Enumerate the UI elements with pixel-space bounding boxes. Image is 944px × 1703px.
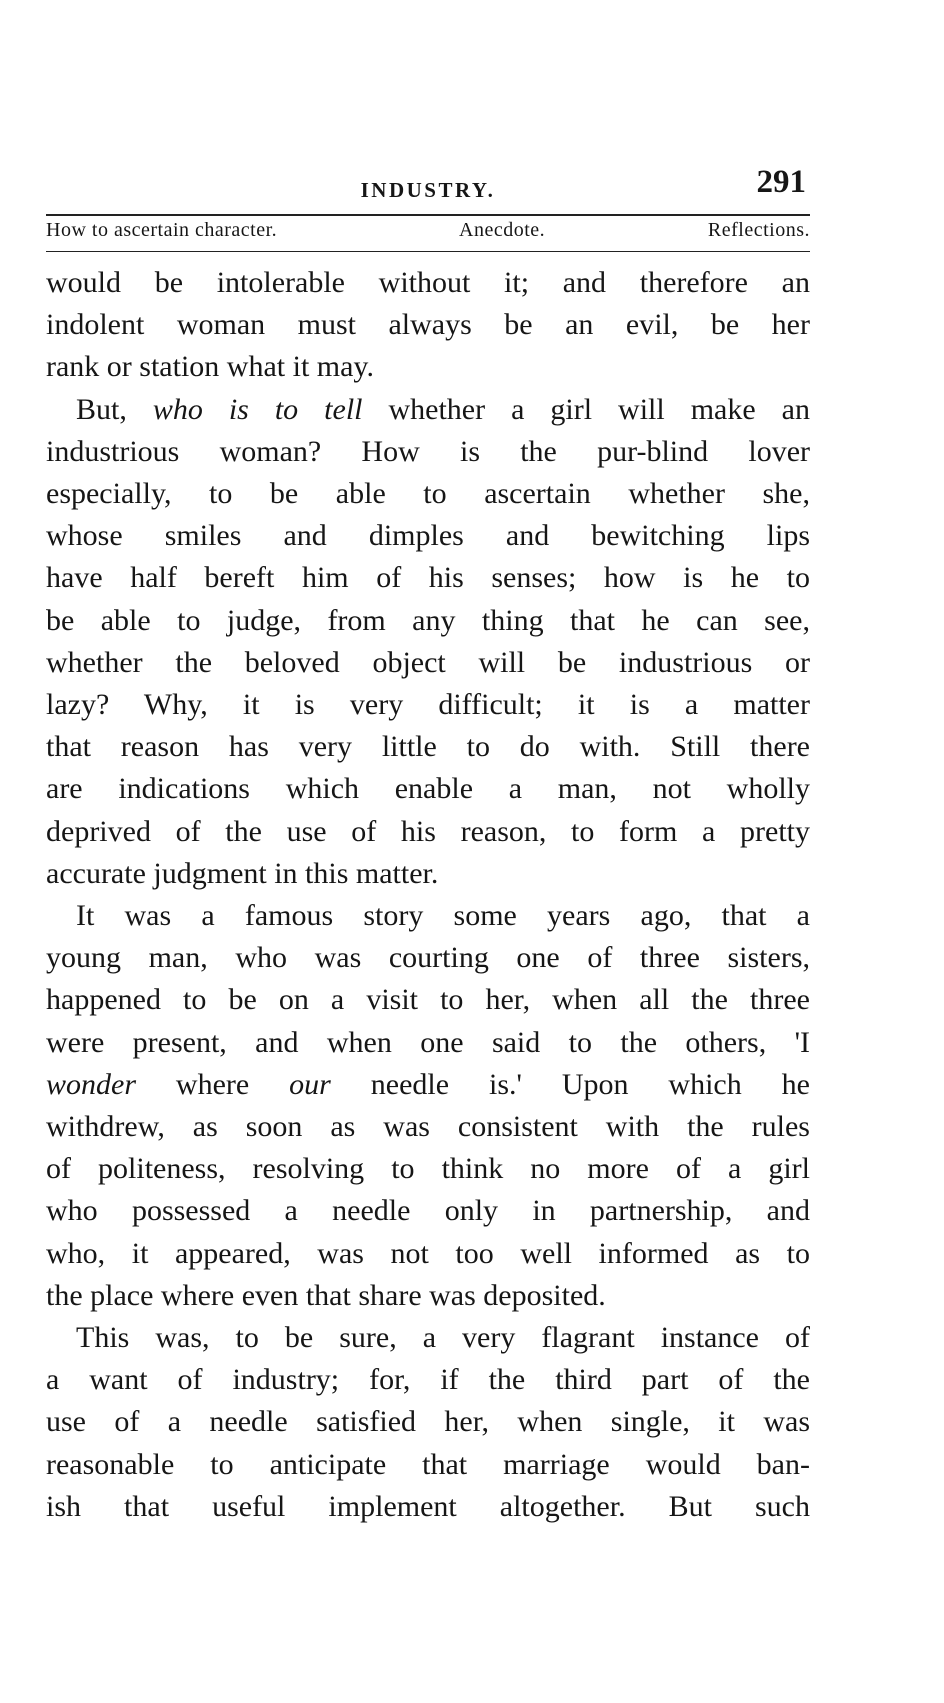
text-line: be able to judge, from any thing that he can see, <box>46 603 810 637</box>
text-line: have half bereft him of his senses; how is he to <box>46 561 810 595</box>
text-line: withdrew, as soon as was consistent with the rules <box>46 1110 810 1144</box>
text-line: accurate judgment in this matter. <box>46 856 439 890</box>
subhead-left: How to ascertain character. <box>46 219 278 241</box>
text-line: were present, and when one said to the others, 'I <box>46 1025 810 1059</box>
text-line: of politeness, resolving to think no more of a girl <box>46 1152 810 1186</box>
text-line: use of a needle satisfied her, when single, it was <box>46 1405 810 1439</box>
text-line: indolent woman must always be an evil, be her <box>46 308 810 342</box>
header-rule-bottom <box>46 251 810 252</box>
text-line: wonder where our needle is.' Upon which he <box>46 1067 810 1101</box>
text-line: who possessed a needle only in partnership, and <box>46 1194 810 1228</box>
text-line: industrious woman? How is the pur-blind lover <box>46 434 810 468</box>
text-line: who, it appeared, was not too well informed as to <box>46 1236 810 1270</box>
running-head <box>46 164 810 204</box>
subhead-bar <box>46 219 810 247</box>
text-line: especially, to be able to ascertain whether she, <box>46 477 810 511</box>
text-line: the place where even that share was deposited. <box>46 1278 606 1312</box>
page-number: 291 <box>756 164 806 200</box>
italic-emphasis: wonder <box>46 1067 136 1101</box>
text-line: ish that useful implement altogether. But such <box>46 1489 810 1523</box>
text-line: rank or station what it may. <box>46 350 374 384</box>
italic-emphasis: who is to tell <box>152 392 363 426</box>
text-line: a want of industry; for, if the third part of the <box>46 1363 810 1397</box>
subhead-center: Anecdote. <box>459 219 546 241</box>
text-line: young man, who was courting one of three sisters, <box>46 941 810 975</box>
text-line: lazy? Why, it is very difficult; it is a matter <box>46 688 810 722</box>
text-line: would be intolerable without it; and therefore an <box>46 266 810 299</box>
text-line: But, who is to tell whether a girl will make an <box>76 392 810 426</box>
text-line: whose smiles and dimples and bewitching lips <box>46 519 810 553</box>
text-line: are indications which enable a man, not wholly <box>46 772 810 806</box>
text-line: whether the beloved object will be industrious or <box>46 645 810 679</box>
subhead-right: Reflections. <box>707 219 810 241</box>
text-line: deprived of the use of his reason, to form a pretty <box>46 814 810 848</box>
italic-emphasis: our <box>289 1067 331 1101</box>
text-line: This was, to be sure, a very flagrant instance of <box>76 1321 810 1355</box>
body-text <box>46 262 810 1528</box>
text-line: reasonable to anticipate that marriage would ban- <box>46 1447 810 1481</box>
header-rule-top <box>46 214 810 216</box>
running-title: INDUSTRY. <box>360 178 496 202</box>
text-line: It was a famous story some years ago, that a <box>76 899 810 933</box>
text-line: happened to be on a visit to her, when all the three <box>46 983 810 1017</box>
text-line: that reason has very little to do with. Still there <box>46 730 810 764</box>
